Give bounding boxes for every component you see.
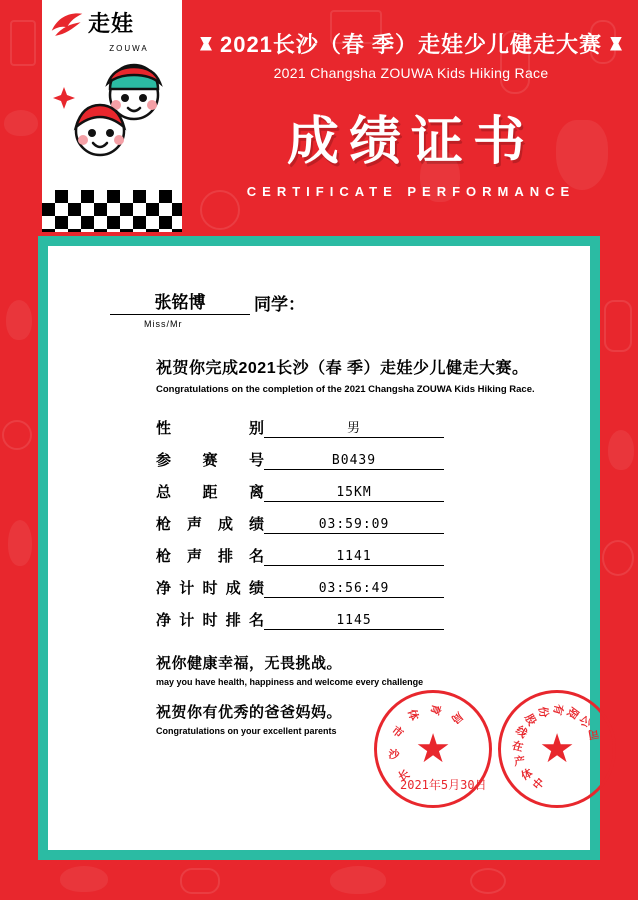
label-char: 成 [225,580,241,597]
label-char: 参 [156,452,172,469]
recipient-caption: Miss/Mr [144,319,183,329]
bg-glyph [6,300,32,340]
certificate-title-cn: 成绩证书 [286,113,535,171]
label-char: 时 [202,612,218,629]
result-field-row [156,545,546,566]
result-field-label [156,609,264,630]
label-char: 别 [248,420,264,437]
result-field-value: 03:59:09 [264,517,444,534]
result-field-row [156,417,546,438]
seal-char: 限 [564,704,581,721]
result-field-label [156,481,264,502]
result-field-row [156,481,546,502]
brand-subtitle: ZOUWA [109,44,149,53]
label-char: 排 [217,548,233,565]
seal-char: 产 [513,755,526,769]
label-char: 绩 [248,516,264,533]
certificate-frame [38,236,600,860]
title-block [196,28,626,199]
star-icon: ★ [539,727,575,771]
certificate-title-en: CERTIFICATE PERFORMANCE [246,184,576,199]
result-field-label [156,449,264,470]
result-field-row [156,609,546,630]
star-icon: ★ [415,727,451,771]
label-char: 号 [248,452,264,469]
label-char: 名 [248,548,264,565]
header [0,0,638,230]
label-char: 距 [202,484,218,501]
result-field-value: 男 [264,417,444,438]
label-char: 枪 [156,548,172,565]
wish-en-1: may you have health, happiness and welcome every challenge [156,677,424,687]
bg-glyph [180,868,220,894]
label-char: 赛 [202,452,218,469]
label-char: 名 [248,612,264,629]
bg-glyph [604,300,632,352]
certificate-paper [48,246,600,850]
bg-glyph [608,430,634,470]
result-fields [156,417,546,630]
checker-strip [42,190,182,232]
seal-char: 育 [427,702,443,717]
result-field-label [156,513,264,534]
seal-char: 公 [577,712,593,729]
label-char: 净 [156,612,172,629]
seal-char: 体 [519,767,535,783]
seal-char: 体 [405,708,420,723]
result-field-label [156,417,264,438]
seal-char: 沙 [388,748,400,762]
label-char: 性 [156,420,172,437]
flag-left-icon [200,37,212,51]
wish-cn-2: 祝贺你有优秀的爸爸妈妈。 [156,704,343,721]
label-char: 计 [179,612,195,629]
brand-name: 走娃 [88,11,135,36]
brand-logo-card [42,0,182,190]
event-title-cn-row [196,28,626,59]
congratulation-en: Congratulations on the completion of the 2021 Changsha ZOUWA Kids Hiking Race. [156,384,535,395]
seal-char: 在 [510,739,525,755]
label-char: 绩 [248,580,264,597]
result-field-row [156,577,546,598]
label-char: 总 [156,484,172,501]
wish-cn-1: 祝你健康幸福，无畏挑战。 [156,655,343,672]
recipient-row [110,288,546,315]
seal-char: 中 [531,776,548,793]
result-field-value: 03:56:49 [264,581,444,598]
issue-date: 2021年5月30日 [400,778,487,792]
congratulation-cn: 祝贺你完成2021长沙（春 季）走娃少儿健走大赛。 [156,360,529,377]
result-field-value: 15KM [264,485,444,502]
seals-area [348,690,600,810]
wish-en-2: Congratulations on your excellent parents [156,726,337,736]
seal-char: 司 [586,726,600,741]
bg-glyph [8,520,32,566]
event-title-cn: 2021长沙（春 季）走娃少儿健走大赛 [219,32,603,57]
bg-glyph [330,866,386,894]
label-char: 排 [225,612,241,629]
label-char: 净 [156,580,172,597]
seal-char: 长 [396,768,412,784]
seal-char: 有 [550,702,565,717]
label-char: 时 [202,580,218,597]
result-field-label [156,545,264,566]
flag-right-icon [610,37,622,51]
label-char: 声 [186,548,202,565]
label-char: 计 [179,580,195,597]
seal-char: 股 [522,712,538,728]
label-char: 成 [217,516,233,533]
brand-wordmark [42,0,182,42]
result-field-label [156,577,264,598]
official-seal-right [498,690,616,808]
label-char: 枪 [156,516,172,533]
recipient-suffix: 同学： [254,295,305,314]
seal-char: 份 [536,705,550,719]
bg-glyph [2,420,32,450]
event-title-en: 2021 Changsha ZOUWA Kids Hiking Race [273,65,549,81]
result-field-value: 1145 [264,613,444,630]
recipient-name: 张铭博 [110,288,250,315]
seal-char: 局 [448,709,465,726]
result-field-row [156,449,546,470]
label-char: 离 [248,484,264,501]
mascot-illustration [42,53,182,173]
bird-logo-icon [50,10,84,38]
bg-glyph [602,540,634,576]
seal-char: 市 [389,724,406,741]
bg-glyph [60,866,108,892]
result-field-value: B0439 [264,453,444,470]
result-field-value: 1141 [264,549,444,566]
seal-char: 线 [513,724,530,741]
label-char: 声 [186,516,202,533]
bg-glyph [470,868,506,894]
result-field-row [156,513,546,534]
